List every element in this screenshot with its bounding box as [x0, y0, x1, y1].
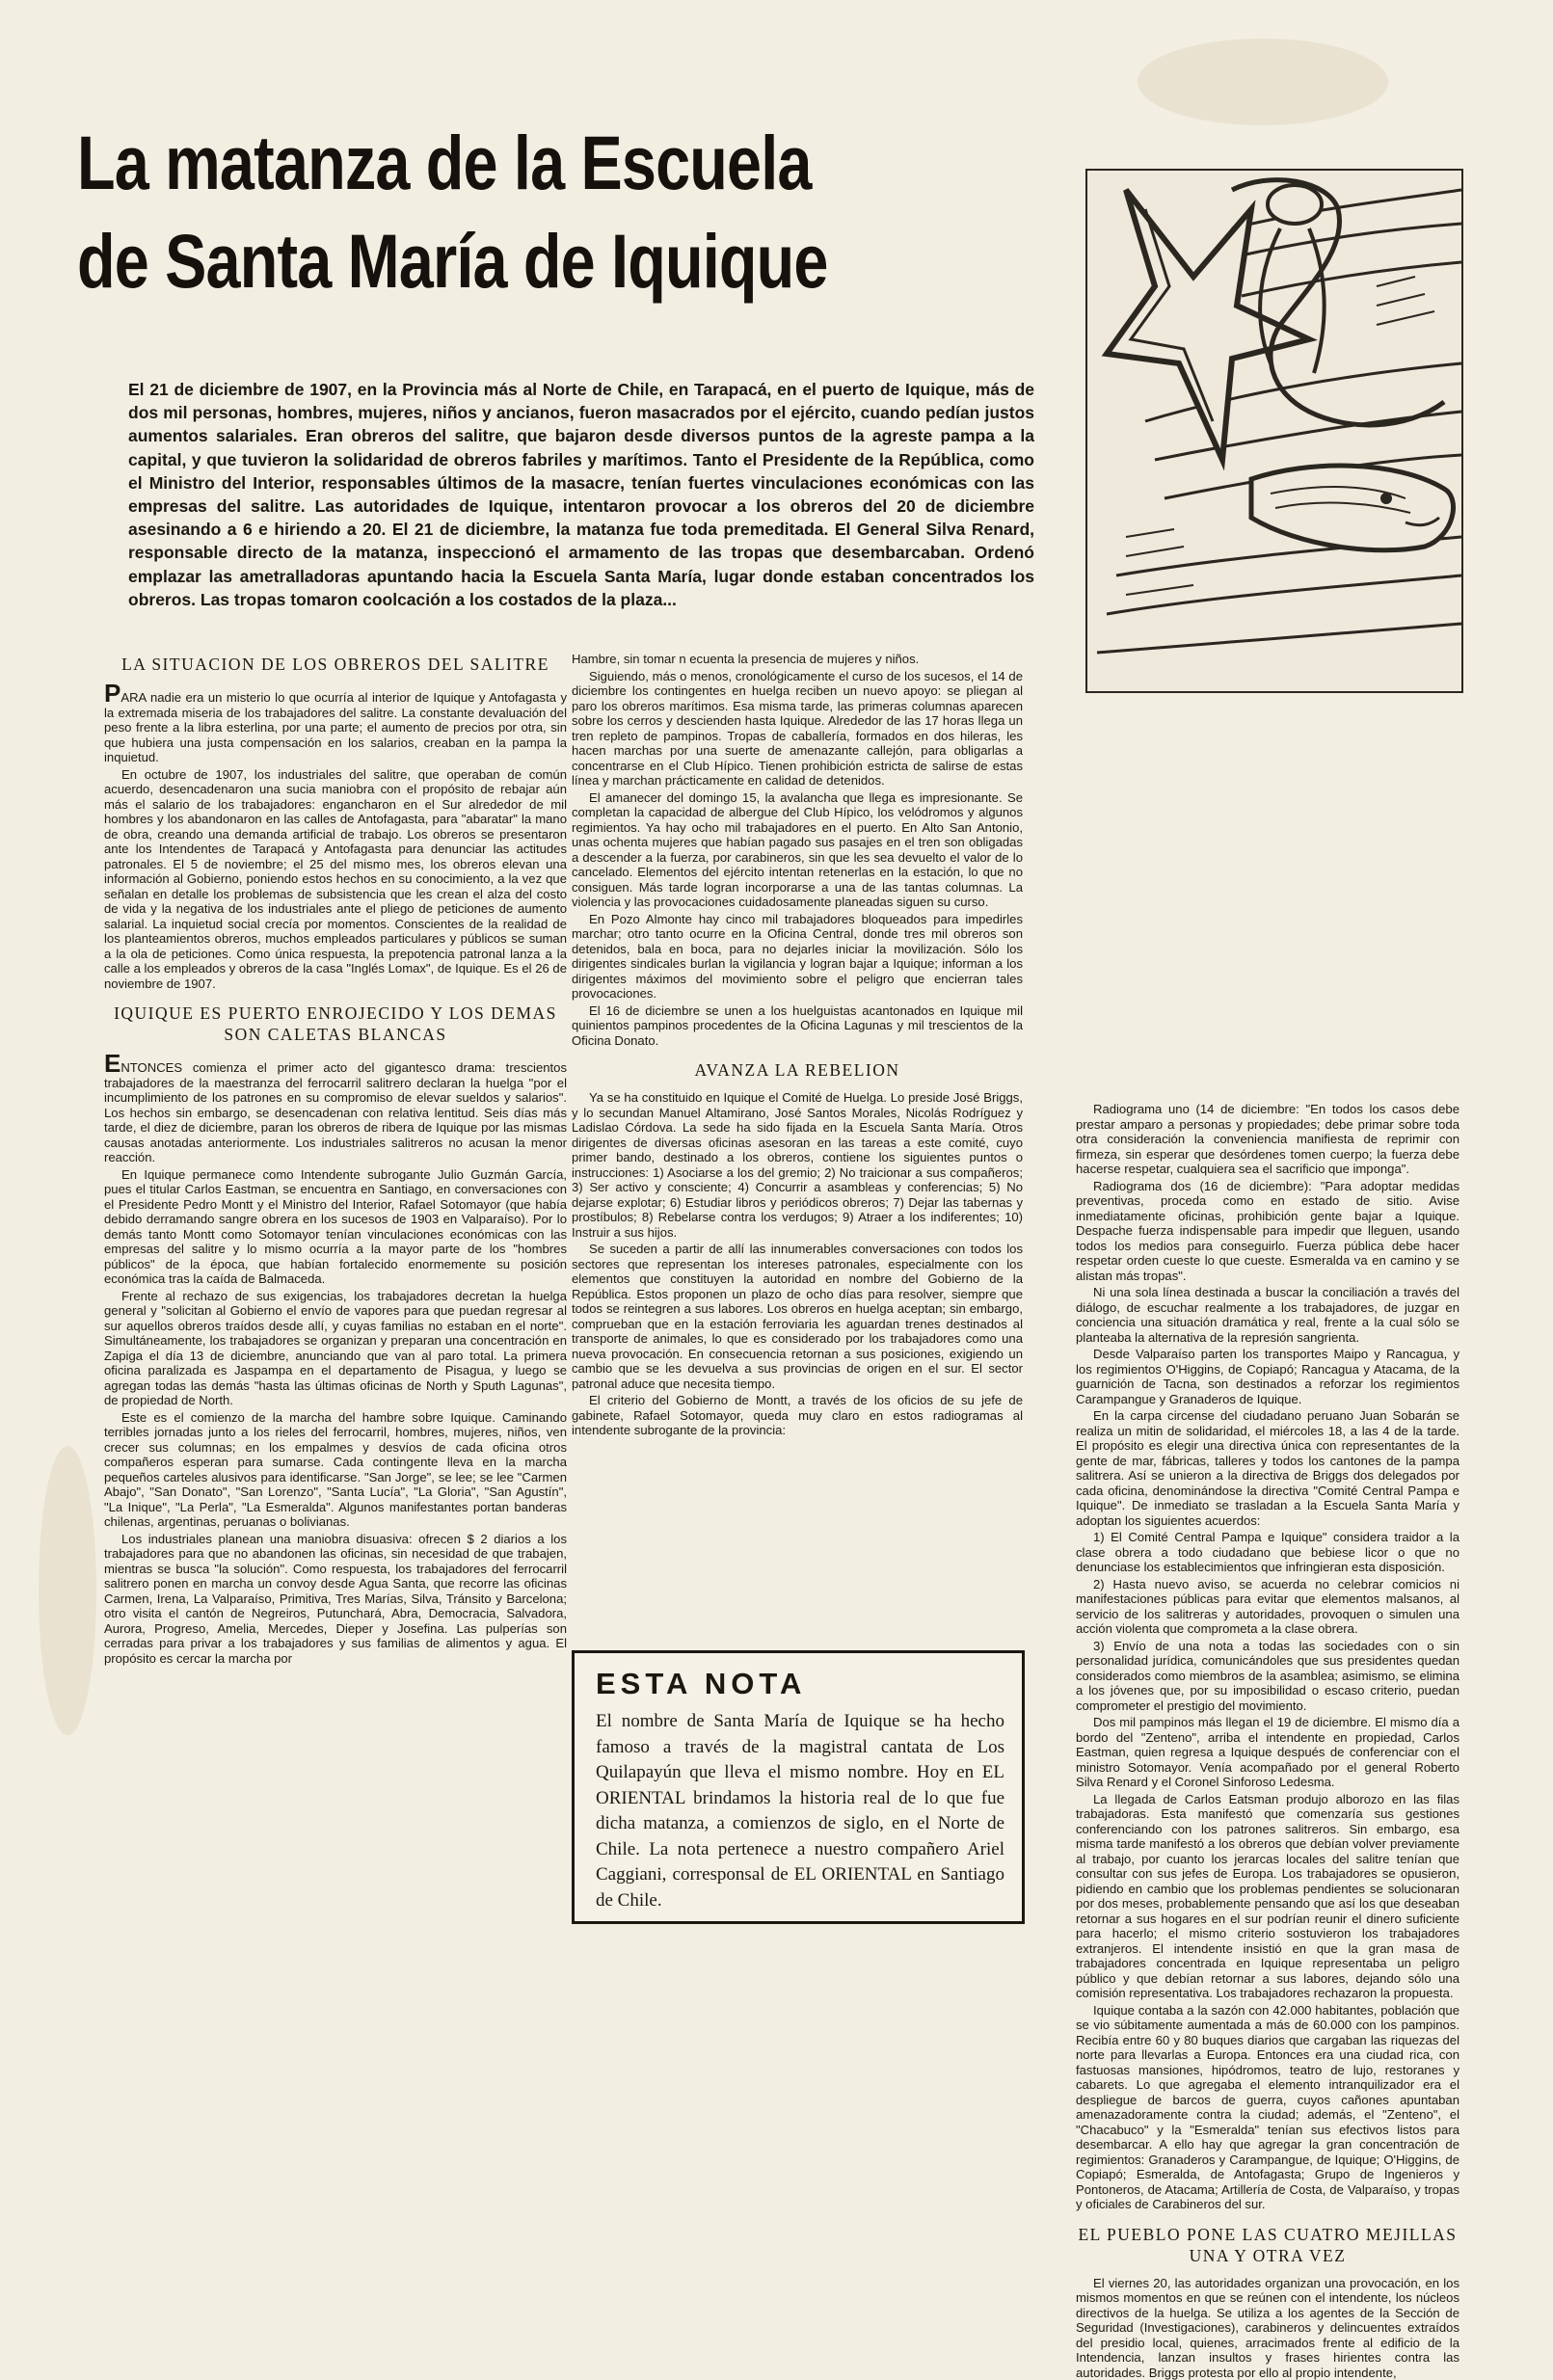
- paragraph: Hambre, sin tomar n ecuenta la presencia de mujeres y niños.: [572, 652, 1023, 667]
- paragraph: Radiograma uno (14 de diciembre: "En todos los casos debe prestar amparo a personas y propiedades; debe primar sobre toda otra consideración la conveniencia manifiesta de reprimir con firmeza, sin esperar que desórdenes tomen cuerpo; la fuerza debe hacerse respetar, cualquiera sea el sacrificio que imponga".: [1076, 1102, 1459, 1177]
- paragraph: En Pozo Almonte hay cinco mil trabajadores bloqueados para impedirles marchar; otro tanto ocurre en la Oficina Central, donde tres mil obreros son detenidos, bala en boca, para no dejarles iniciar la movilización. Sólo los dirigentes sindicales burlan la vigilancia y logran bajar a Iquique; informan a los dirigentes máximos del movimiento sobre el peligro que encierran tales provocaciones.: [572, 912, 1023, 1002]
- paragraph: El amanecer del domingo 15, la avalancha que llega es impresionante. Se completan la capacidad de albergue del Club Hípico, los velódromos y algunos regimientos. Ya hay ocho mil trabajadores en el puerto. En Alto San Antonio, unas ochenta mujeres que habían pagado sus pasajes en el tren son obligadas a descender a la fuerza, por carabineros, sin que les sea devuelto el valor de lo cancelado. Elementos del ejército intentan retenerlas en la estación, lo que no consiguen. Más tarde logran incorporarse a una de las tantas columnas. La violencia y las provocaciones cuidadosamente planeadas siguen su curso.: [572, 790, 1023, 910]
- paragraph: ENTONCES comienza el primer acto del gigantesco drama: trescientos trabajadores de la maestranza del ferrocarril salitrero declaran la huelga "por el incumplimiento de los patrones en su compromiso de elevar sueldos y salarios". Los hechos sin embargo, se desencadenan con relativa lentitud. Seis días más tarde, el diez de diciembre, paran los obreros de ribera de Iquique por las mismas causas anotadas anteriormente. Los industriales salitreros no acusan la menor reacción.: [104, 1055, 567, 1165]
- paragraph: Frente al rechazo de sus exigencias, los trabajadores decretan la huelga general y "solicitan al Gobierno el envío de vapores para que puedan regresar al sur aquellos obreros traídos desde allí, y cuyas familias no estaban en el norte". Simultáneamente, los trabajadores se organizan y preparan una concentración en Zapiga el día 13 de diciembre, anunciando que van al paro total. La primera oficina paralizada es Jaspampa en el departamento de Pisagua, y luego se agregan todas las demás "hasta las últimas oficinas de North y Sputh Lagunas", de propiedad de North.: [104, 1289, 567, 1408]
- article-column-3: [1076, 1102, 1459, 2003]
- paragraph: 3) Envío de una nota a todas las sociedades con o sin personalidad jurídica, comunicándoles que sus presidentes quedan considerados como miembros de la asamblea; asimismo, se elimina a los jóvenes que, por su imposibilidad o escaso criterio, puedan comprometer el prestigio del movimiento.: [1076, 1639, 1459, 1714]
- paragraph: En octubre de 1907, los industriales del salitre, que operaban de común acuerdo, desencadenaron una sucia maniobra con el propósito de rebajar aún más el salario de los trabajadores: engancharon en el Sur alrededor de mil hombres y los abandonaron en las calles de Antofagasta, para "abaratar" la mano de obra, creando una demanda artificial de trabajo. Los obreros se presentaron ante los Intendentes de Tarapacá y Antofagasta para denunciar las actitudes patronales. El 5 de noviembre; el 25 del mismo mes, los obreros elevan una información al Gobierno, poniendo estos hechos en su conocimiento, a la vez que señalan en detalle los problemas de subsistencia que les crean el alza del costo de vida y la negativa de los industriales ante el pliego de peticiones de aumento salarial. La inquietud social crecía por momentos. Conscientes de la realidad de los planteamientos obreros, muchos empleados particulares y públicos se suman a la ola de peticiones. Como única respuesta, la prepotencia patronal lanza a la calle a los empleados y obreros de la casa "Inglés Lomax", de Iquique. Es el 26 de noviembre de 1907.: [104, 767, 567, 992]
- subhead-rebelion: AVANZA LA REBELION: [572, 1059, 1023, 1081]
- paragraph: 2) Hasta nuevo aviso, se acuerda no celebrar comicios ni manifestaciones públicas para evitar que elementos malsanos, al servicio de los salitreras y autoridades, provoquen o simulen una acción violenta que comprometa a la clase obrera.: [1076, 1577, 1459, 1637]
- paragraph: Desde Valparaíso parten los transportes Maipo y Rancagua, y los regimientos O'Higgins, de Copiapó; Rancagua y Atacama, de la guarnición de Tacna, son destinados a reforzar los regimientos Carampangue y Granaderos de Iquique.: [1076, 1347, 1459, 1406]
- paragraph: 1) El Comité Central Pampa e Iquique" considera traidor a la clase obrera a todo ciudadano que bebiese licor o que no denunciase los establecimientos que infringieran esta disposición.: [1076, 1530, 1459, 1575]
- paragraph: En la carpa circense del ciudadano peruano Juan Sobarán se realiza un mitin de solidaridad, el miércoles 18, a las 4 de la tarde. El propósito es elegir una directiva única con representantes de la gente de mar, fábricas, talleres y todos los cantones de la pampa salitrera. Así se unieron a la directiva de Briggs dos delegados por cada oficina, denominándose la directiva "Comité Central Pampa e Iquique". De inmediato se trasladan a la Escuela Santa María y adoptan los siguientes acuerdos:: [1076, 1408, 1459, 1528]
- paragraph: El 16 de diciembre se unen a los huelguistas acantonados en Iquique mil quinientos pampinos procedentes de la Oficina Lagunas y mil trescientos de la Oficina Donato.: [572, 1003, 1023, 1049]
- headline-line-1: La matanza de la Escuela: [77, 114, 868, 212]
- paragraph: Este es el comienzo de la marcha del hambre sobre Iquique. Caminando terribles jornadas junto a los rieles del ferrocarril, hombres, mujeres, niños, ven crecer sus columnas; en los empalmes y desvíos de cada oficina otros compañeros esperan para sumarse. Cada contingente lleva en la marcha pequeños carteles alusivos para identificarse. "San Jorge", se lee; se lee "Carmen Abajo", "San Donato", "San Lorenzo", "Santa Lucía", "La Gloria", "San Agustín", "La Inique", "La Perla", "La Esmeralda". Algunos manifestantes portan banderas chilenas, argentinas, peruanas o bolivianas.: [104, 1410, 567, 1530]
- woodcut-illustration: [1085, 169, 1463, 693]
- paragraph: Ni una sola línea destinada a buscar la conciliación a través del diálogo, de escuchar realmente a los trabajadores, de juzgar en conciencia una situación dramática y real, frente a la cual sólo se planteaba la alternativa de la represión sangrienta.: [1076, 1285, 1459, 1345]
- paragraph: La llegada de Carlos Eatsman produjo alborozo en las filas trabajadoras. Esta manifestó que comenzaría sus gestiones conferenciando con los patrones salitreros. Sin embargo, esa misma tarde manifestó a los obreros que debían volver previamente al trabajo, por cuanto los jerarcas locales del salitre tenían que consultar con sus jefes de Europa. Los trabajadores se opusieron, pidiendo en cambio que los problemas pendientes se solucionaran por dos meses, probablemente pensando que así los que deseaban retornar a sus hogares en el sur podrían reunir el dinero suficiente para hacerlo; el mismo criterio sostuvieron los trabajadores extranjeros. El intendente insistió en que la gran masa de trabajadores concentrada en Iquique representaba un peligro público y que debían retornar a sus labores, dejando sólo una comisión representativa. Los trabajadores rechazaron la propuesta.: [1076, 1792, 1459, 2001]
- subhead-situacion: LA SITUACION DE LOS OBREROS DEL SALITRE: [104, 654, 567, 675]
- paragraph: Se suceden a partir de allí las innumerables conversaciones con todos los sectores que representan los intereses patronales, especialmente con los elementos que constituyen la autoridad en nombre del Gobierno de la República. Estos proponen un plazo de ocho días para resolver, siempre que todos se reintegren a sus labores. Los obreros en huelga aceptan; sin embargo, comprueban que en la estación ferroviaria les aguardan trenes destinados al transporte de animales, lo que es considerado por los trabajadores como una nueva provocación. En consecuencia retornan a sus posiciones, exigiendo un cambio que se les devuelva a sus provincias de origen en el sur. El sector patronal aduce que necesita tiempo.: [572, 1242, 1023, 1391]
- note-body: El nombre de Santa María de Iquique se ha hecho famoso a través de la magistral cantata de Los Quilapayún que lleva el mismo nombre. Hoy en EL ORIENTAL brindamos la historia real de lo que fue dicha matanza, a comienzos de siglo, en el Norte de Chile. La nota pertenece a nuestro compañero Ariel Caggiani, corresponsal de EL ORIENTAL en Santiago de Chile.: [596, 1709, 1004, 1913]
- paragraph: El criterio del Gobierno de Montt, a través de los oficios de su jefe de gabinete, Rafael Sotomayor, queda muy claro en estos radiogramas al intendente subrogante de la provincia:: [572, 1393, 1023, 1438]
- paragraph: Radiograma dos (16 de diciembre): "Para adoptar medidas preventivas, proceda como en estado de sitio. Avise inmediatamente oficinas, prohibición gente bajar a Iquique. Despache fuerza indispensable para impedir que lleguen, usando todos los medios para conseguirlo. Fuerza pública debe hacer respetar orden cueste lo que cueste. Esmeralda va en camino y se alistan más tropas".: [1076, 1179, 1459, 1284]
- paragraph: PARA nadie era un misterio lo que ocurría al interior de Iquique y Antofagasta y la extremada miseria de los trabajadores del salitre. La constante devaluación del peso frente a la libra esterlina, por una parte; el aumento de precios por otra, sin que hubiera una justa compensación en los salarios, creaban en la pampa la inquietud.: [104, 684, 567, 765]
- woodcut-angel-star-illustration: [1087, 171, 1461, 691]
- lead-paragraph: El 21 de diciembre de 1907, en la Provincia más al Norte de Chile, en Tarapacá, en el puerto de Iquique, más de dos mil personas, hombres, mujeres, niños y ancianos, fueron masacrados por el ejército, cuando pedían justos aumentos salariales. Eran obreros del salitre, que bajaron desde diversos puntos de la agreste pampa a la capital, y que tuvieron la solidaridad de obreros fabriles y marítimos. Tanto el Presidente de la República, como el Ministro del Interior, responsables últimos de la masacre, tenían fuertes vinculaciones económicas con las empresas del salitre. Las autoridades de Iquique, intentaron provocar a los obreros del 20 de diciembre asesinando a 6 e hiriendo a 20. El 21 de diciembre, la matanza fue toda premeditada. El General Silva Renard, responsable directo de la matanza, inspeccionó el armamento de las tropas que desembarcaban. Ordenó emplazar las ametralladoras apuntando hacia la Escuela Santa María, lugar donde estaban concentrados los obreros. Las tropas tomaron coolcación a los costados de la plaza...: [128, 378, 1034, 611]
- article-column-2: [572, 652, 1023, 1688]
- paragraph: Iquique contaba a la sazón con 42.000 habitantes, población que se vio súbitamente aumentada a más de 60.000 con los pampinos. Recibía entre 60 y 80 buques diarios que cargaban las riquezas del norte para llevarlas a Europa. Entonces era una ciudad rica, con fastuosas mansiones, hipódromos, teatro de lujo, restoranes y cabarets. Lo que agregaba el elemento intranquilizador era el despliegue de barcos de guerra, cuyos cañones apuntaban amenazadoramente contra la ciudad; además, el "Zenteno", el "Chacabuco" y la "Esmeralda" tenían sus efectivos listos para desembarcar. A ello hay que agregar la gran concentración de regimientos: Granaderos y Carampangue, de Iquique; O'Higgins, de Copiapó; Esmeralda, de Antofagasta; Grupo de Ingenieros y Pontoneros, de Atacama; Artillería de Costa, de Valparaíso, y tropas y oficiales de Carabineros del sur.: [1076, 2003, 1459, 2212]
- paragraph: Dos mil pampinos más llegan el 19 de diciembre. El mismo día a bordo del "Zenteno", arriba el intendente en propiedad, Carlos Eastman, quien regresa a Iquique después de conferenciar con el ministro Sotomayor. Venía acompañado por el general Roberto Silva Renard y el Coronel Sinforoso Ledesma.: [1076, 1715, 1459, 1790]
- subhead-pueblo: EL PUEBLO PONE LAS CUATRO MEJILLAS UNA Y OTRA VEZ: [1076, 2224, 1459, 2266]
- headline-line-2: de Santa María de Iquique: [77, 212, 868, 310]
- paragraph: En Iquique permanece como Intendente subrogante Julio Guzmán García, pues el titular Carlos Eastman, se encuentra en Santiago, en conversaciones con el Presidente Pedro Montt y el Ministro del Interior, Rafael Sotomayor (que había debido derramando sangre obrera en los sucesos de 1903 en Valparaíso). Por lo demás tanto Montt como Sotomayor tenían vinculaciones económicas con las empresas del salitre y lo mismo ocurría a la mayor parte de los "hombres públicos" de la época, que habían fortalecido enormemente su posición económica tras la caída de Balmaceda.: [104, 1167, 567, 1287]
- article-column-1: [104, 652, 567, 2001]
- paragraph: Siguiendo, más o menos, cronológicamente el curso de los sucesos, el 14 de diciembre los contingentes en huelga reciben un nuevo apoyo: se pliegan al paro los obreros marítimos. Esa misma tarde, las primeras columnas aparecen sobre los cerros y descienden hasta Iquique. Alrededor de las 17 horas llega un tren repleto de pampinos. Tropas de caballería, formados en dos hileras, les hacen marchas por una suerte de amenazante callejón, para obligarlas a concentrarse en el Club Hípico. Tienen prohibición estricta de salirse de estas línea y marchan prácticamente en calidad de detenidos.: [572, 669, 1023, 789]
- paper-stain: [1138, 39, 1388, 125]
- paragraph: Ya se ha constituido en Iquique el Comité de Huelga. Lo preside José Briggs, y lo secundan Manuel Altamirano, José Santos Morales, Nicolás Rodríguez y Ladislao Córdova. La sede ha sido fijada en la Escuela Santa María. Otros dirigentes de diversas oficinas asesoran en las tareas a este comité, cuyo primer bando, destinado a los obreros, contiene los siguientes puntos o instrucciones: 1) Asociarse a los del gremio; 2) No traicionar a sus compañeros; 3) Ser activo y consciente; 4) Concurrir a asambleas y conferencias; 5) No dejarse explotar; 6) Estudiar libros y periódicos obreros; 7) Dejar las tabernas y prostíbulos; 8) Rebelarse contra los verdugos; 9) Atraer a los indiferentes; 10) Instruir a sus hijos.: [572, 1090, 1023, 1240]
- editor-note-box: [572, 1650, 1025, 1924]
- subhead-iquique: IQUIQUE ES PUERTO ENROJECIDO Y LOS DEMAS SON CALETAS BLANCAS: [104, 1003, 567, 1045]
- headline: [77, 114, 868, 310]
- note-title: ESTA NOTA: [596, 1667, 1004, 1701]
- paragraph: El viernes 20, las autoridades organizan una provocación, en los mismos momentos en que se reúnen con el intendente, los núcleos directivos de la huelga. Se utiliza a los agentes de la Sección de Seguridad (Investigaciones), carabineros y delincuentes extraídos del presidio local, quienes, arracimados frente al edificio de la Intendencia, lanzan insultos y frases hirientes contra las autoridades. Briggs protesta por ello al propio intendente,: [1076, 2276, 1459, 2380]
- paragraph: Los industriales planean una maniobra disuasiva: ofrecen $ 2 diarios a los trabajadores para que no abandonen las oficinas, sin necesidad de que trabajen, mientras se busca "la solución". Como respuesta, los trabajadores del ferrocarril salitrero ponen en marcha un convoy desde Agua Santa, que recorre las oficinas Carmen, Irena, La Valparaíso, Primitiva, Tres Marías, Silva, Tránsito y Barcelona; otro visita el cantón de Negreiros, Putunchará, Abra, Democracia, Salvadora, Aurora, Progreso, Amelia, Mercedes, Dieper y Josefina. Las pulperías son cerradas para privar a los trabajadores y sus familias de alimentos y agua. El propósito es cercar la marcha por: [104, 1532, 567, 1667]
- paper-stain: [39, 1446, 96, 1735]
